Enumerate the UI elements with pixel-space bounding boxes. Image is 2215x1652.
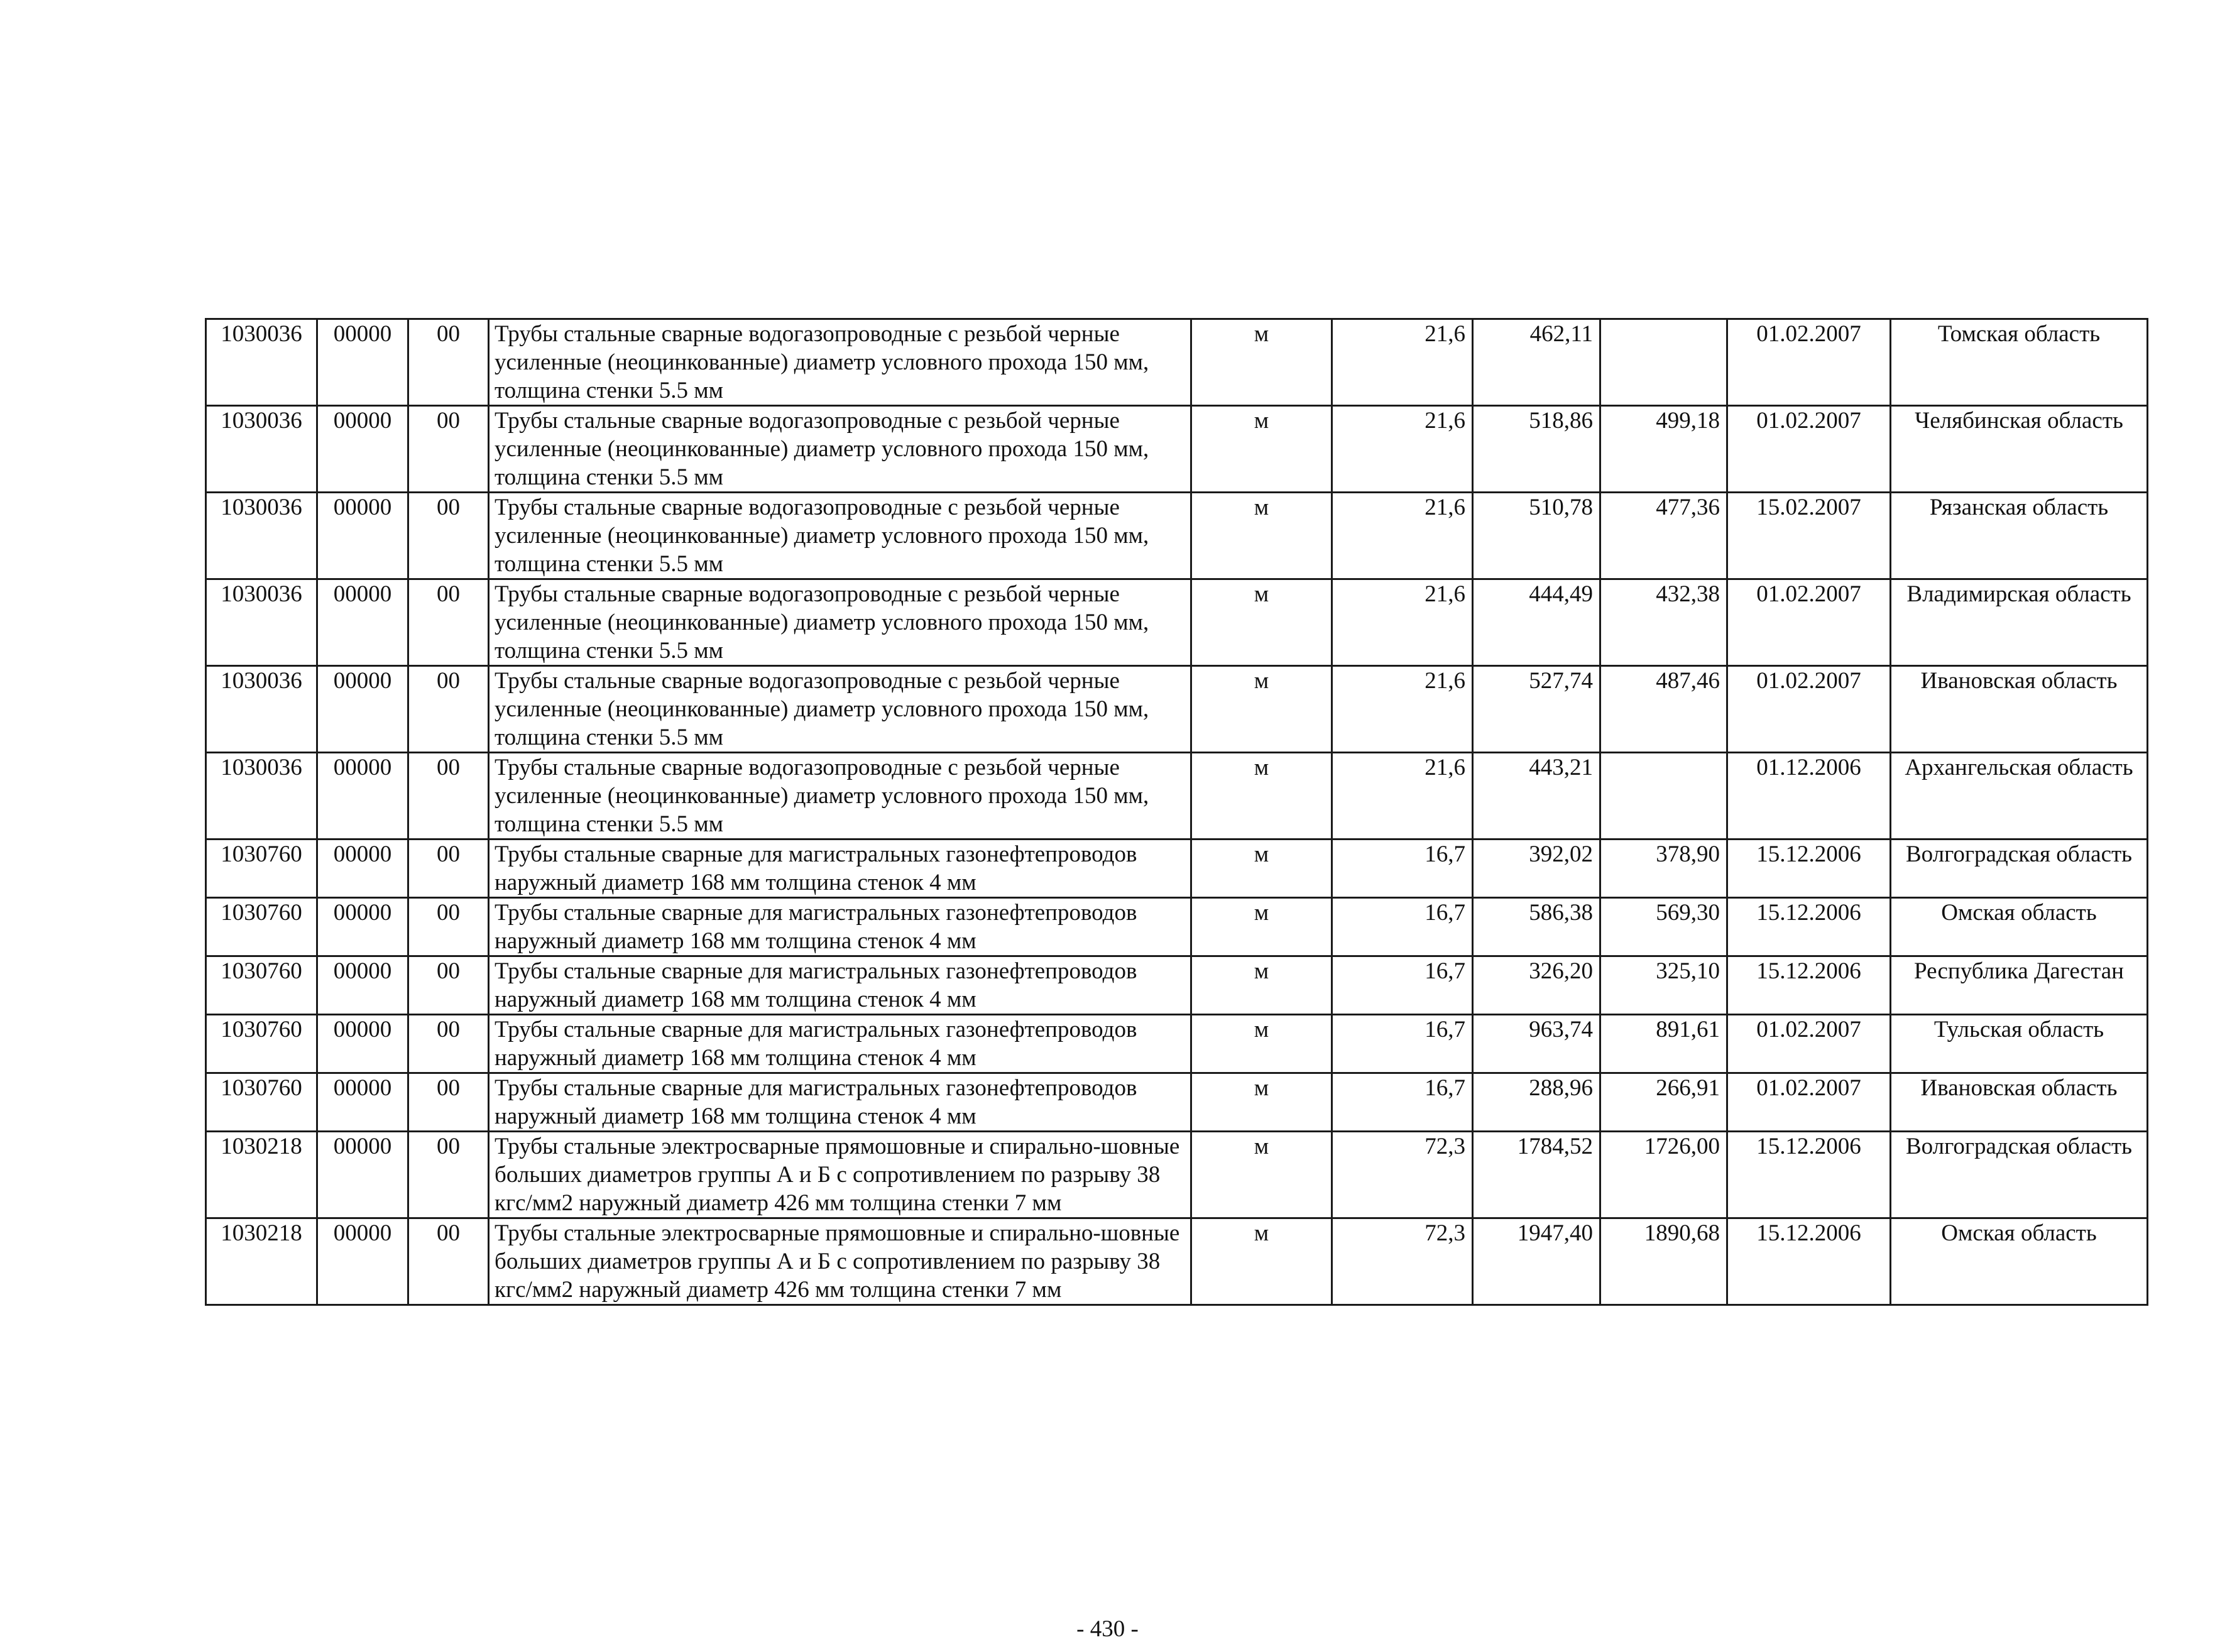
material-code-cell: 1030760 (206, 1073, 317, 1132)
material-code-cell: 1030036 (206, 579, 317, 666)
subcode-cell: 00000 (317, 840, 408, 898)
price-2-cell: 499,18 (1600, 406, 1727, 493)
table-row (206, 1015, 2148, 1073)
material-code-cell: 1030760 (206, 898, 317, 956)
unit-cell: м (1191, 579, 1332, 666)
price-cell: 586,38 (1473, 898, 1600, 956)
region-cell: Томская область (1891, 319, 2148, 406)
table-row (206, 1073, 2148, 1132)
table-row (206, 1132, 2148, 1218)
description-cell: Трубы стальные сварные водогазопроводные с резьбой черные усиленные (неоцинкованные) диаметр условного прохода 150 мм, толщина стенки 5.5 мм (489, 753, 1191, 840)
table-row (206, 956, 2148, 1015)
price-cell: 288,96 (1473, 1073, 1600, 1132)
date-cell: 01.02.2007 (1727, 666, 1891, 753)
date-cell: 15.12.2006 (1727, 898, 1891, 956)
subcode-cell: 00000 (317, 898, 408, 956)
material-code-cell: 1030218 (206, 1218, 317, 1305)
price-2-cell: 325,10 (1600, 956, 1727, 1015)
price-cell: 527,74 (1473, 666, 1600, 753)
material-code-cell: 1030760 (206, 840, 317, 898)
subcode-2-cell: 00 (408, 898, 489, 956)
price-2-cell: 569,30 (1600, 898, 1727, 956)
price-2-cell: 378,90 (1600, 840, 1727, 898)
material-code-cell: 1030036 (206, 406, 317, 493)
coefficient-cell: 21,6 (1332, 579, 1473, 666)
region-cell: Ивановская область (1891, 1073, 2148, 1132)
description-cell: Трубы стальные сварные для магистральных газонефтепроводов наружный диаметр 168 мм толщина стенок 4 мм (489, 1073, 1191, 1132)
table-row (206, 898, 2148, 956)
unit-cell: м (1191, 1132, 1332, 1218)
description-cell: Трубы стальные сварные для магистральных газонефтепроводов наружный диаметр 168 мм толщина стенок 4 мм (489, 1015, 1191, 1073)
price-2-cell: 477,36 (1600, 493, 1727, 579)
material-code-cell: 1030036 (206, 319, 317, 406)
date-cell: 01.02.2007 (1727, 1073, 1891, 1132)
subcode-cell: 00000 (317, 1073, 408, 1132)
unit-cell: м (1191, 956, 1332, 1015)
region-cell: Челябинская область (1891, 406, 2148, 493)
price-cell: 326,20 (1473, 956, 1600, 1015)
subcode-2-cell: 00 (408, 319, 489, 406)
region-cell: Архангельская область (1891, 753, 2148, 840)
table-row (206, 753, 2148, 840)
price-cell: 462,11 (1473, 319, 1600, 406)
subcode-cell: 00000 (317, 319, 408, 406)
coefficient-cell: 21,6 (1332, 666, 1473, 753)
coefficient-cell: 72,3 (1332, 1132, 1473, 1218)
subcode-2-cell: 00 (408, 1015, 489, 1073)
table-body (206, 319, 2148, 1305)
price-cell: 392,02 (1473, 840, 1600, 898)
price-cell: 518,86 (1473, 406, 1600, 493)
description-cell: Трубы стальные сварные водогазопроводные с резьбой черные усиленные (неоцинкованные) диаметр условного прохода 150 мм, толщина стенки 5.5 мм (489, 493, 1191, 579)
material-code-cell: 1030036 (206, 493, 317, 579)
date-cell: 01.12.2006 (1727, 753, 1891, 840)
subcode-2-cell: 00 (408, 406, 489, 493)
subcode-2-cell: 00 (408, 840, 489, 898)
region-cell: Республика Дагестан (1891, 956, 2148, 1015)
unit-cell: м (1191, 1015, 1332, 1073)
subcode-2-cell: 00 (408, 493, 489, 579)
material-code-cell: 1030760 (206, 1015, 317, 1073)
subcode-cell: 00000 (317, 666, 408, 753)
price-cell: 510,78 (1473, 493, 1600, 579)
region-cell: Рязанская область (1891, 493, 2148, 579)
region-cell: Волгоградская область (1891, 840, 2148, 898)
date-cell: 15.12.2006 (1727, 840, 1891, 898)
region-cell: Омская область (1891, 898, 2148, 956)
table-row (206, 579, 2148, 666)
table-row (206, 840, 2148, 898)
subcode-cell: 00000 (317, 579, 408, 666)
subcode-cell: 00000 (317, 1218, 408, 1305)
price-2-cell: 1890,68 (1600, 1218, 1727, 1305)
subcode-cell: 00000 (317, 753, 408, 840)
material-code-cell: 1030218 (206, 1132, 317, 1218)
unit-cell: м (1191, 406, 1332, 493)
material-code-cell: 1030036 (206, 666, 317, 753)
subcode-2-cell: 00 (408, 1218, 489, 1305)
price-2-cell (1600, 319, 1727, 406)
region-cell: Владимирская область (1891, 579, 2148, 666)
unit-cell: м (1191, 666, 1332, 753)
price-2-cell: 487,46 (1600, 666, 1727, 753)
coefficient-cell: 16,7 (1332, 898, 1473, 956)
description-cell: Трубы стальные сварные для магистральных газонефтепроводов наружный диаметр 168 мм толщина стенок 4 мм (489, 898, 1191, 956)
subcode-2-cell: 00 (408, 753, 489, 840)
date-cell: 15.12.2006 (1727, 956, 1891, 1015)
date-cell: 01.02.2007 (1727, 319, 1891, 406)
coefficient-cell: 21,6 (1332, 319, 1473, 406)
page-number: - 430 - (1076, 1616, 1139, 1642)
description-cell: Трубы стальные сварные для магистральных газонефтепроводов наружный диаметр 168 мм толщина стенок 4 мм (489, 956, 1191, 1015)
coefficient-cell: 16,7 (1332, 956, 1473, 1015)
material-code-cell: 1030760 (206, 956, 317, 1015)
region-cell: Тульская область (1891, 1015, 2148, 1073)
price-2-cell: 1726,00 (1600, 1132, 1727, 1218)
price-cell: 1784,52 (1473, 1132, 1600, 1218)
date-cell: 15.12.2006 (1727, 1218, 1891, 1305)
subcode-2-cell: 00 (408, 1132, 489, 1218)
date-cell: 15.12.2006 (1727, 1132, 1891, 1218)
table-row (206, 319, 2148, 406)
subcode-cell: 00000 (317, 956, 408, 1015)
date-cell: 01.02.2007 (1727, 406, 1891, 493)
description-cell: Трубы стальные сварные водогазопроводные с резьбой черные усиленные (неоцинкованные) диаметр условного прохода 150 мм, толщина стенки 5.5 мм (489, 319, 1191, 406)
unit-cell: м (1191, 840, 1332, 898)
coefficient-cell: 16,7 (1332, 840, 1473, 898)
price-2-cell: 891,61 (1600, 1015, 1727, 1073)
table-row (206, 1218, 2148, 1305)
unit-cell: м (1191, 753, 1332, 840)
coefficient-cell: 72,3 (1332, 1218, 1473, 1305)
unit-cell: м (1191, 1218, 1332, 1305)
price-2-cell: 266,91 (1600, 1073, 1727, 1132)
region-cell: Волгоградская область (1891, 1132, 2148, 1218)
date-cell: 01.02.2007 (1727, 1015, 1891, 1073)
coefficient-cell: 16,7 (1332, 1073, 1473, 1132)
date-cell: 15.02.2007 (1727, 493, 1891, 579)
subcode-cell: 00000 (317, 493, 408, 579)
region-cell: Омская область (1891, 1218, 2148, 1305)
price-cell: 1947,40 (1473, 1218, 1600, 1305)
subcode-2-cell: 00 (408, 1073, 489, 1132)
table-row (206, 406, 2148, 493)
unit-cell: м (1191, 898, 1332, 956)
price-cell: 444,49 (1473, 579, 1600, 666)
coefficient-cell: 21,6 (1332, 753, 1473, 840)
table-row (206, 666, 2148, 753)
subcode-2-cell: 00 (408, 956, 489, 1015)
description-cell: Трубы стальные сварные водогазопроводные с резьбой черные усиленные (неоцинкованные) диаметр условного прохода 150 мм, толщина стенки 5.5 мм (489, 579, 1191, 666)
unit-cell: м (1191, 319, 1332, 406)
coefficient-cell: 16,7 (1332, 1015, 1473, 1073)
coefficient-cell: 21,6 (1332, 406, 1473, 493)
price-cell: 443,21 (1473, 753, 1600, 840)
price-cell: 963,74 (1473, 1015, 1600, 1073)
subcode-cell: 00000 (317, 1132, 408, 1218)
description-cell: Трубы стальные сварные для магистральных газонефтепроводов наружный диаметр 168 мм толщина стенок 4 мм (489, 840, 1191, 898)
description-cell: Трубы стальные сварные водогазопроводные с резьбой черные усиленные (неоцинкованные) диаметр условного прохода 150 мм, толщина стенки 5.5 мм (489, 406, 1191, 493)
unit-cell: м (1191, 1073, 1332, 1132)
table-row (206, 493, 2148, 579)
date-cell: 01.02.2007 (1727, 579, 1891, 666)
description-cell: Трубы стальные электросварные прямошовные и спирально-шовные больших диаметров группы А и Б с сопротивлением по разрыву 38 кгс/мм2 наружный диаметр 426 мм толщина стенки 7 мм (489, 1218, 1191, 1305)
subcode-2-cell: 00 (408, 666, 489, 753)
region-cell: Ивановская область (1891, 666, 2148, 753)
coefficient-cell: 21,6 (1332, 493, 1473, 579)
material-code-cell: 1030036 (206, 753, 317, 840)
price-2-cell (1600, 753, 1727, 840)
subcode-2-cell: 00 (408, 579, 489, 666)
subcode-cell: 00000 (317, 406, 408, 493)
unit-cell: м (1191, 493, 1332, 579)
description-cell: Трубы стальные сварные водогазопроводные с резьбой черные усиленные (неоцинкованные) диаметр условного прохода 150 мм, толщина стенки 5.5 мм (489, 666, 1191, 753)
price-2-cell: 432,38 (1600, 579, 1727, 666)
subcode-cell: 00000 (317, 1015, 408, 1073)
price-table (205, 318, 2148, 1306)
description-cell: Трубы стальные электросварные прямошовные и спирально-шовные больших диаметров группы А и Б с сопротивлением по разрыву 38 кгс/мм2 наружный диаметр 426 мм толщина стенки 7 мм (489, 1132, 1191, 1218)
